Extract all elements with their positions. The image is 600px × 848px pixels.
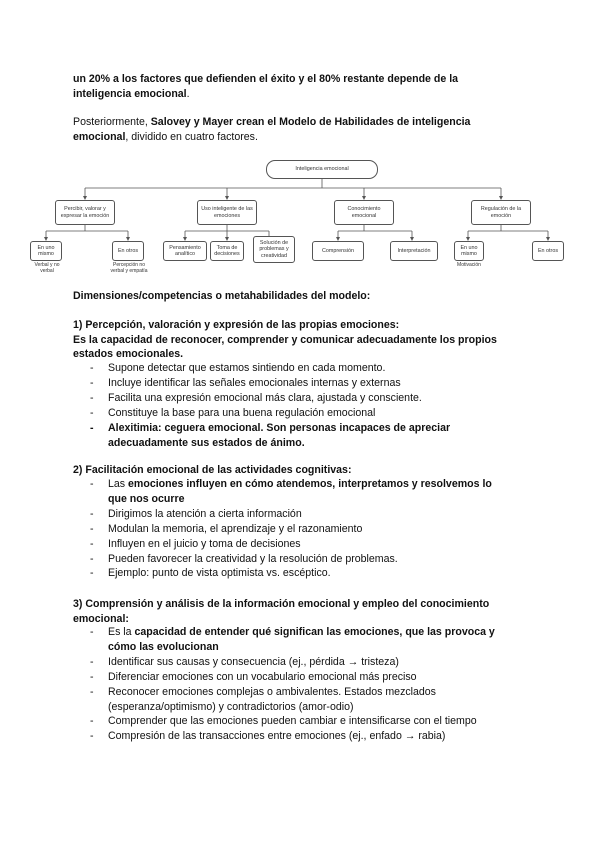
list-item: - Comprender que las emociones pueden cambiar e intensificarse con el tiempo (90, 714, 530, 729)
diagram-note-empathy: Percepción no verbal y empatía (110, 262, 148, 274)
s3-first-bold-2: cómo las evolucionan (108, 640, 219, 653)
list-item (90, 685, 530, 715)
dimensions-heading (73, 289, 523, 304)
section-3-title-2: emocional: (73, 612, 129, 625)
section-1-header (73, 318, 533, 362)
list-item: - Diferenciar emociones con un vocabulario emocional más preciso (90, 670, 530, 685)
diagram-branch-use: Uso inteligente de las emociones (197, 200, 257, 225)
list-item (90, 477, 530, 507)
diagram-node-others-4: En otros (532, 241, 564, 261)
diagram-note-verbal: Verbal y no verbal (34, 262, 60, 274)
complex-line-2: (esperanza/optimismo) y contradictorios (amor-odio) (108, 700, 354, 713)
diagram-node-problem-solving: Solución de problemas y creatividad (253, 236, 295, 263)
section-1-title: 1) Percepción, valoración y expresión de las propias emociones: (73, 319, 400, 331)
s2-first-bold-2: que nos ocurre (108, 492, 185, 505)
list-item: - Influyen en el juicio y toma de decisiones (90, 537, 530, 552)
list-item: - Modulan la memoria, el aprendizaje y el razonamiento (90, 522, 530, 537)
alexithymia-line-2: adecuadamente sus estados de ánimo. (108, 436, 305, 449)
list-item: - Identificar sus causas y consecuencia (ej., pérdida → tristeza) (90, 655, 530, 670)
section-2-title: 2) Facilitación emocional de las actividades cognitivas: (73, 464, 352, 476)
s2-first-bold-1: emociones influyen en cómo atendemos, interpretamos y resolvemos lo (128, 478, 492, 490)
complex-line-1: Reconocer emociones complejas o ambivalentes. Estados mezclados (108, 685, 436, 698)
emotional-intelligence-diagram (28, 156, 576, 276)
s3-first-bold-1: capacidad de entender qué significan las emociones, que las provoca y (134, 626, 495, 638)
intro-paragraph (73, 72, 523, 101)
diagram-node-decisions: Toma de decisiones (210, 241, 244, 261)
diagram-branch-knowledge: Conocimiento emocional (334, 200, 394, 225)
diagram-note-motivation: Motivación (457, 262, 481, 268)
diagram-node-self-4: En uno mismo (454, 241, 484, 261)
section-2-header (73, 463, 533, 478)
section-1-sub-2: estados emocionales. (73, 348, 184, 360)
diagram-branch-perceive: Percibir, valorar y expresar la emoción (55, 200, 115, 225)
model-paragraph (73, 115, 523, 144)
diagram-root-node: Inteligencia emocional (266, 160, 378, 179)
s2-first-pre: Las (108, 478, 129, 490)
section-2-list (90, 477, 530, 581)
section-3-title-1: 3) Comprensión y análisis de la información emocional y empleo del conocimiento (73, 598, 490, 610)
list-item: - Facilita una expresión emocional más clara, ajustada y consciente. (90, 391, 530, 406)
section-3-list (90, 625, 530, 744)
list-item: - Constituye la base para una buena regulación emocional (90, 406, 530, 421)
diagram-node-others-1: En otros (112, 241, 144, 261)
section-1-sub-1: Es la capacidad de reconocer, comprender y comunicar adecuadamente los propios (73, 333, 497, 346)
s3-first-pre: Es la (108, 626, 135, 638)
para2-post: , dividido en cuatro factores. (125, 130, 258, 143)
list-item (90, 625, 530, 655)
dimensions-heading-text: Dimensiones/competencias o metahabilidades del modelo: (73, 290, 371, 302)
list-item: - Compresión de las transacciones entre emociones (ej., enfado → rabia) (90, 729, 530, 744)
list-item: - Dirigimos la atención a cierta información (90, 507, 530, 522)
list-item: - Supone detectar que estamos sintiendo en cada momento. (90, 361, 530, 376)
para2-bold-1: Salovey y Mayer crean el Modelo de Habilidades de inteligencia (150, 116, 471, 128)
intro-line-1: un 20% a los factores que defienden el éxito y el 80% restante depende de la (73, 73, 459, 85)
diagram-node-analytic: Pensamiento analítico (163, 241, 207, 261)
diagram-node-comprehension: Comprensión (312, 241, 364, 261)
section-1-list (90, 361, 530, 450)
alexithymia-line-1: Alexitimia: ceguera emocional. Son personas incapaces de apreciar (108, 421, 451, 434)
diagram-branch-regulation: Regulación de la emoción (471, 200, 531, 225)
para2-pre: Posteriormente, (73, 116, 151, 128)
list-item: - Pueden favorecer la creatividad y la resolución de problemas. (90, 552, 530, 567)
intro-period: . (186, 87, 190, 100)
para2-bold-2: emocional (73, 130, 126, 143)
list-item: - Incluye identificar las señales emocionales internas y externas (90, 376, 530, 391)
list-item-alexithymia (90, 421, 530, 451)
intro-line-2: inteligencia emocional (73, 87, 187, 100)
list-item: - Ejemplo: punto de vista optimista vs. escéptico. (90, 566, 530, 581)
diagram-node-self-1: En uno mismo (30, 241, 62, 261)
section-3-header (73, 597, 533, 626)
diagram-node-interpretation: Interpretación (390, 241, 438, 261)
